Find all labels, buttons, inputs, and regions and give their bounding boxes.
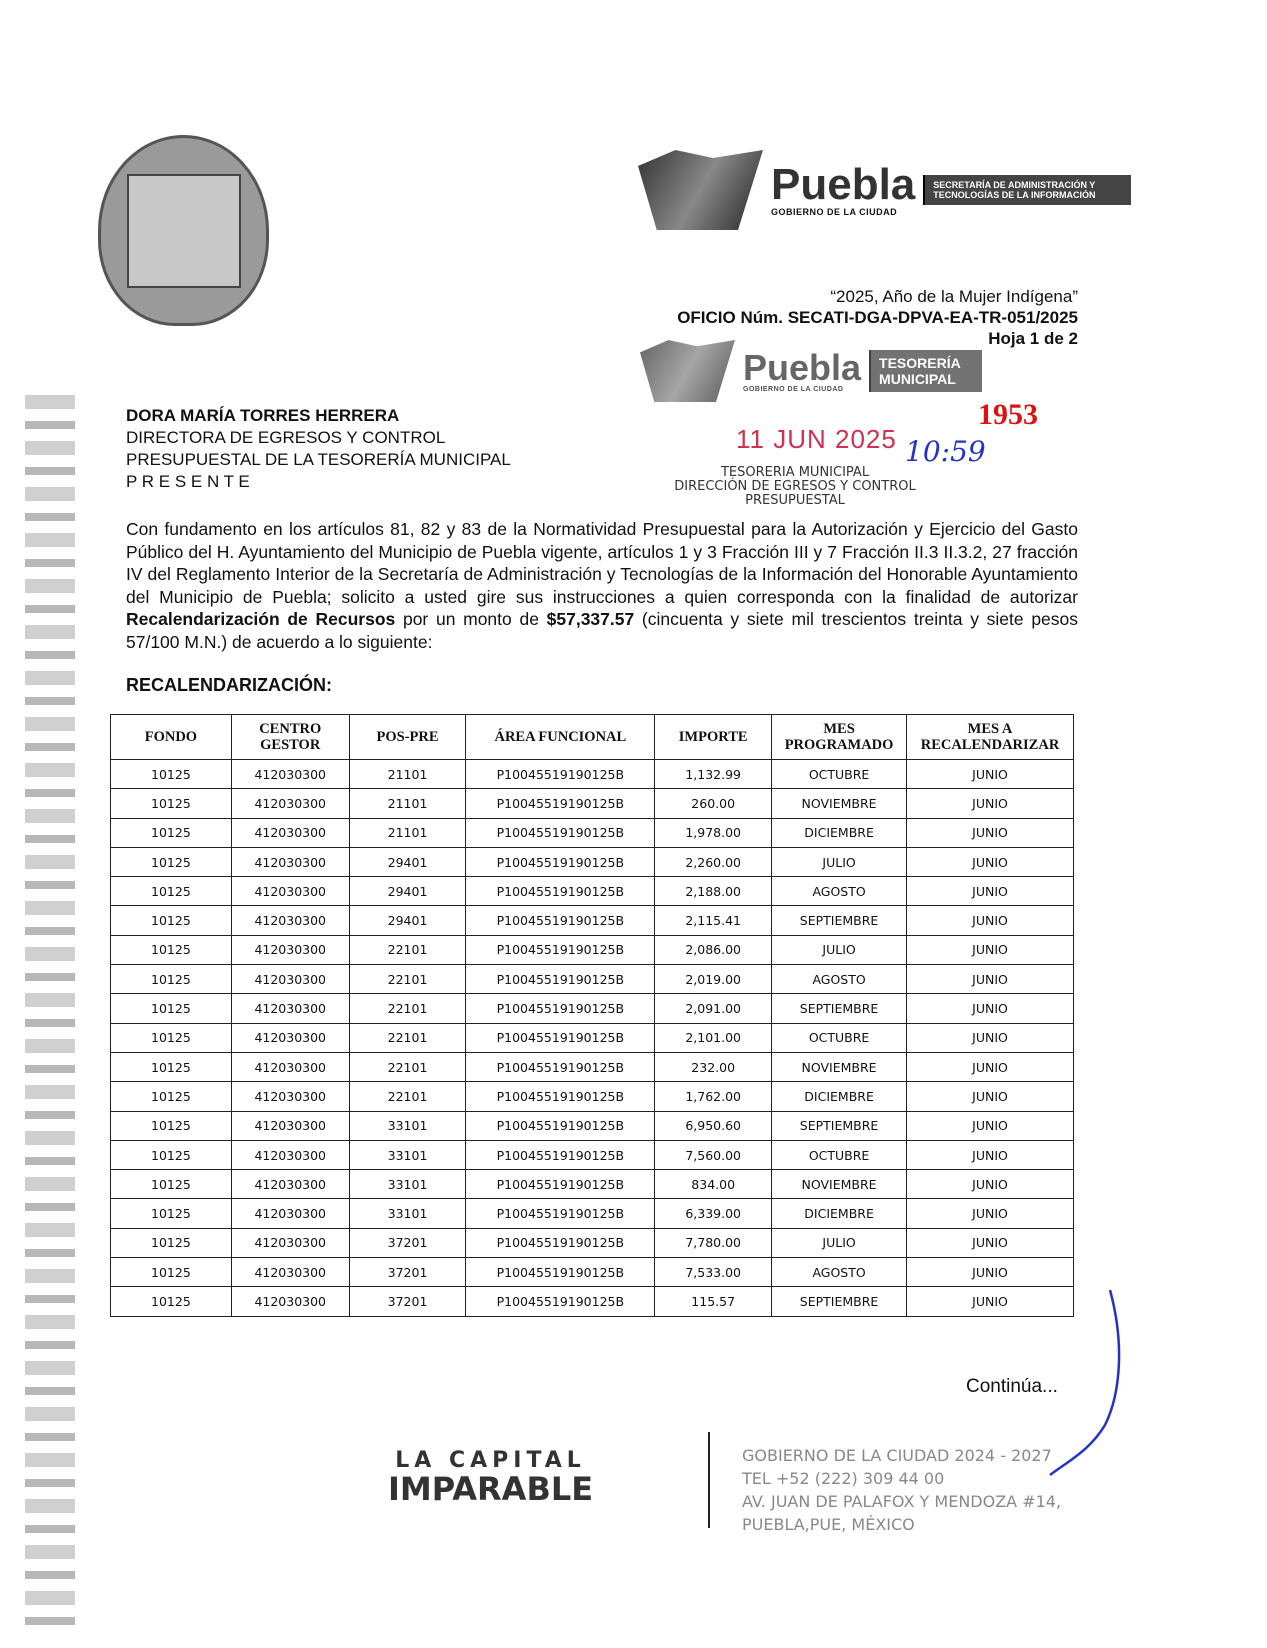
table-row: [111, 935, 1074, 964]
stamp-text: [640, 466, 950, 508]
footer-contact: [742, 1444, 1061, 1536]
stamp-box: TESORERÍA MUNICIPAL: [869, 350, 982, 392]
table-cell: 10125: [111, 789, 232, 818]
table-cell: 412030300: [231, 1111, 349, 1140]
table-cell: P10045519190125B: [466, 1170, 655, 1199]
table-header-row: [111, 715, 1074, 760]
table-cell: P10045519190125B: [466, 1258, 655, 1287]
table-cell: SEPTIEMBRE: [772, 1111, 907, 1140]
footer-phone: TEL +52 (222) 309 44 00: [742, 1469, 945, 1488]
table-cell: JUNIO: [907, 935, 1074, 964]
table-cell: JUNIO: [907, 1023, 1074, 1052]
table-cell: P10045519190125B: [466, 1228, 655, 1257]
table-row: [111, 1170, 1074, 1199]
body-text: (cincuenta y siete mil trescientos treinta y siete pesos 57/100 M.N.) de acuerdo a lo siguiente:: [126, 609, 1079, 652]
table-cell: DICIEMBRE: [772, 1082, 907, 1111]
table-cell: 21101: [349, 789, 466, 818]
table-cell: SEPTIEMBRE: [772, 1287, 907, 1316]
table-cell: JUNIO: [907, 1111, 1074, 1140]
table-cell: 21101: [349, 818, 466, 847]
table-row: [111, 1140, 1074, 1169]
table-cell: 22101: [349, 1023, 466, 1052]
slogan-line: IMPARABLE: [388, 1470, 594, 1508]
stamp-logo-word: Puebla: [743, 346, 862, 388]
table-cell: 6,339.00: [655, 1199, 772, 1228]
recipient-name: DORA MARÍA TORRES HERRERA: [126, 406, 400, 425]
table-cell: 115.57: [655, 1287, 772, 1316]
footer-city: PUEBLA,PUE, MÉXICO: [742, 1515, 915, 1534]
table-cell: P10045519190125B: [466, 994, 655, 1023]
table-cell: 33101: [349, 1111, 466, 1140]
table-cell: 10125: [111, 994, 232, 1023]
table-cell: 412030300: [231, 1228, 349, 1257]
table-cell: 412030300: [231, 789, 349, 818]
table-cell: P10045519190125B: [466, 1082, 655, 1111]
amount: $57,337.57: [546, 609, 635, 629]
puebla-logo: [638, 150, 1131, 230]
table-cell: P10045519190125B: [466, 1199, 655, 1228]
table-row: [111, 760, 1074, 789]
receipt-number: 1953: [978, 398, 1038, 431]
stamp-line: DIRECCIÓN DE EGRESOS Y CONTROL: [674, 479, 916, 494]
table-row: [111, 1111, 1074, 1140]
table-cell: 1,132.99: [655, 760, 772, 789]
table-cell: 10125: [111, 1111, 232, 1140]
secretaria-box: SECRETARÍA DE ADMINISTRACIÓN Y TECNOLOGÍAS DE LA INFORMACIÓN: [923, 175, 1131, 206]
table-cell: JUNIO: [907, 1287, 1074, 1316]
table-row: [111, 789, 1074, 818]
table-cell: AGOSTO: [772, 877, 907, 906]
table-cell: JUNIO: [907, 1258, 1074, 1287]
table-cell: 22101: [349, 1082, 466, 1111]
table-cell: 29401: [349, 877, 466, 906]
section-title: RECALENDARIZACIÓN:: [126, 675, 332, 695]
table-row: [111, 1052, 1074, 1081]
table-cell: JUNIO: [907, 1140, 1074, 1169]
table-cell: AGOSTO: [772, 965, 907, 994]
table-cell: P10045519190125B: [466, 1052, 655, 1081]
table-cell: 1,978.00: [655, 818, 772, 847]
table-cell: NOVIEMBRE: [772, 1170, 907, 1199]
table-cell: 10125: [111, 847, 232, 876]
page-indicator: Hoja 1 de 2: [988, 329, 1078, 348]
stamp-line: TESORERIA MUNICIPAL: [720, 465, 870, 480]
table-cell: 412030300: [231, 847, 349, 876]
table-row: [111, 994, 1074, 1023]
body-paragraph: [126, 518, 1078, 653]
table-cell: 412030300: [231, 906, 349, 935]
table-cell: 412030300: [231, 1023, 349, 1052]
recipient-title: PRESUPUESTAL DE LA TESORERÍA MUNICIPAL: [126, 450, 511, 469]
body-bold: Recalendarización de Recursos: [126, 609, 396, 629]
table-cell: 10125: [111, 1052, 232, 1081]
table-cell: JUNIO: [907, 965, 1074, 994]
column-header: MES PROGRAMADO: [772, 715, 907, 760]
table-cell: 22101: [349, 965, 466, 994]
table-cell: JULIO: [772, 1228, 907, 1257]
slogan-line: LA CAPITAL: [395, 1448, 586, 1473]
table-row: [111, 1082, 1074, 1111]
table-cell: P10045519190125B: [466, 965, 655, 994]
column-header: CENTRO GESTOR: [231, 715, 349, 760]
table-cell: JUNIO: [907, 1052, 1074, 1081]
footer-address: AV. JUAN DE PALAFOX Y MENDOZA #14,: [742, 1492, 1062, 1511]
logo-subtitle: GOBIERNO DE LA CIUDAD: [771, 207, 898, 217]
table-cell: 412030300: [231, 760, 349, 789]
table-cell: NOVIEMBRE: [772, 789, 907, 818]
table-cell: 412030300: [231, 1287, 349, 1316]
table-cell: DICIEMBRE: [772, 818, 907, 847]
table-cell: JUNIO: [907, 847, 1074, 876]
table-cell: 10125: [111, 906, 232, 935]
table-cell: JUNIO: [907, 906, 1074, 935]
table-cell: 10125: [111, 1023, 232, 1052]
table-row: [111, 1023, 1074, 1052]
stamp-date: 11 JUN 2025: [736, 424, 897, 454]
table-cell: 10125: [111, 1258, 232, 1287]
table-cell: SEPTIEMBRE: [772, 994, 907, 1023]
table-row: [111, 1228, 1074, 1257]
recalendarization-table: [110, 714, 1074, 1317]
column-header: ÁREA FUNCIONAL: [466, 715, 655, 760]
recipient-block: [126, 405, 511, 493]
table-cell: 260.00: [655, 789, 772, 818]
table-row: [111, 1287, 1074, 1316]
table-cell: 10125: [111, 877, 232, 906]
puebla-emblem-icon: [638, 150, 763, 230]
table-cell: P10045519190125B: [466, 847, 655, 876]
table-cell: 10125: [111, 1140, 232, 1169]
table-row: [111, 877, 1074, 906]
table-cell: JUNIO: [907, 760, 1074, 789]
footer-line: GOBIERNO DE LA CIUDAD 2024 - 2027: [742, 1446, 1052, 1465]
table-cell: JUNIO: [907, 1082, 1074, 1111]
column-header: FONDO: [111, 715, 232, 760]
table-cell: 232.00: [655, 1052, 772, 1081]
table-cell: 37201: [349, 1258, 466, 1287]
handwritten-time: 10:59: [905, 435, 986, 468]
table-cell: 33101: [349, 1199, 466, 1228]
body-text: por un monto de: [395, 609, 547, 629]
table-cell: 412030300: [231, 1170, 349, 1199]
table-cell: AGOSTO: [772, 1258, 907, 1287]
table-cell: OCTUBRE: [772, 1023, 907, 1052]
table-cell: 2,091.00: [655, 994, 772, 1023]
table-cell: 412030300: [231, 1082, 349, 1111]
table-cell: 412030300: [231, 965, 349, 994]
stamp-emblem-icon: [640, 340, 735, 402]
table-cell: 10125: [111, 1287, 232, 1316]
table-cell: 22101: [349, 994, 466, 1023]
table-cell: 29401: [349, 847, 466, 876]
table-cell: 10125: [111, 935, 232, 964]
table-cell: NOVIEMBRE: [772, 1052, 907, 1081]
recipient-title: DIRECTORA DE EGRESOS Y CONTROL: [126, 428, 446, 447]
table-cell: 834.00: [655, 1170, 772, 1199]
table-cell: P10045519190125B: [466, 1111, 655, 1140]
column-header: IMPORTE: [655, 715, 772, 760]
tesoreria-stamp-logo: [640, 340, 982, 402]
table-cell: 7,780.00: [655, 1228, 772, 1257]
table-cell: 412030300: [231, 1140, 349, 1169]
table-row: [111, 1258, 1074, 1287]
logo-word: Puebla: [771, 160, 916, 209]
table-cell: P10045519190125B: [466, 906, 655, 935]
table-cell: JUNIO: [907, 994, 1074, 1023]
footer-divider: [708, 1432, 710, 1528]
table-cell: 10125: [111, 760, 232, 789]
table-cell: 412030300: [231, 818, 349, 847]
table-cell: 33101: [349, 1170, 466, 1199]
table-cell: 412030300: [231, 1258, 349, 1287]
table-row: [111, 965, 1074, 994]
table-cell: 7,560.00: [655, 1140, 772, 1169]
table-cell: JUNIO: [907, 1228, 1074, 1257]
table-cell: 2,101.00: [655, 1023, 772, 1052]
table-cell: 10125: [111, 1170, 232, 1199]
table-cell: 2,019.00: [655, 965, 772, 994]
table-cell: P10045519190125B: [466, 935, 655, 964]
table-cell: 412030300: [231, 994, 349, 1023]
table-cell: 22101: [349, 1052, 466, 1081]
table-cell: JULIO: [772, 935, 907, 964]
table-cell: 1,762.00: [655, 1082, 772, 1111]
footer-slogan: [388, 1448, 594, 1508]
table-cell: 412030300: [231, 1052, 349, 1081]
table-cell: 10125: [111, 965, 232, 994]
table-cell: 412030300: [231, 877, 349, 906]
table-cell: 22101: [349, 935, 466, 964]
table-cell: 33101: [349, 1140, 466, 1169]
table-cell: 2,260.00: [655, 847, 772, 876]
table-cell: 37201: [349, 1228, 466, 1257]
table-cell: JUNIO: [907, 818, 1074, 847]
table-cell: 10125: [111, 1199, 232, 1228]
table-cell: JULIO: [772, 847, 907, 876]
table-cell: 37201: [349, 1287, 466, 1316]
table-cell: 2,115.41: [655, 906, 772, 935]
table-cell: 7,533.00: [655, 1258, 772, 1287]
stamp-line: PRESUPUESTAL: [745, 493, 845, 508]
table-row: [111, 906, 1074, 935]
table-cell: OCTUBRE: [772, 1140, 907, 1169]
table-cell: 29401: [349, 906, 466, 935]
table-cell: P10045519190125B: [466, 818, 655, 847]
presente: P R E S E N T E: [126, 472, 250, 491]
table-cell: 21101: [349, 760, 466, 789]
table-cell: 412030300: [231, 1199, 349, 1228]
table-cell: 2,188.00: [655, 877, 772, 906]
table-body: [111, 760, 1074, 1317]
table-cell: JUNIO: [907, 1170, 1074, 1199]
decorative-border: [25, 395, 75, 1625]
oficio-number: OFICIO Núm. SECATI-DGA-DPVA-EA-TR-051/2025: [677, 308, 1078, 327]
table-cell: JUNIO: [907, 1199, 1074, 1228]
table-row: [111, 818, 1074, 847]
table-cell: SEPTIEMBRE: [772, 906, 907, 935]
table-cell: P10045519190125B: [466, 1023, 655, 1052]
table-row: [111, 847, 1074, 876]
table-row: [111, 1199, 1074, 1228]
table-cell: 10125: [111, 818, 232, 847]
table-cell: JUNIO: [907, 789, 1074, 818]
body-text: Con fundamento en los artículos 81, 82 y 83 de la Normatividad Presupuestal para la Autorización y Ejercicio del Gasto Público del H. Ayuntamiento del Municipio de Puebla vigente, artículos 1 y 3 Fracción III y 7 Fracción II.3 II.3.2, 27 fracción IV del Reglamento Interior de la Secretaría de Administración y Tecnologías de la Información del Honorable Ayuntamiento del Municipio de Puebla; solicito a usted gire sus instrucciones a quien corresponda con la finalidad de autorizar: [126, 519, 1078, 607]
table-cell: JUNIO: [907, 877, 1074, 906]
table-cell: 10125: [111, 1228, 232, 1257]
city-seal-logo: [98, 135, 269, 326]
stamp-logo-sub: GOBIERNO DE LA CIUDAD: [743, 385, 844, 393]
column-header: POS-PRE: [349, 715, 466, 760]
year-motto: “2025, Año de la Mujer Indígena”: [830, 287, 1078, 306]
table-cell: OCTUBRE: [772, 760, 907, 789]
table-cell: P10045519190125B: [466, 1287, 655, 1316]
table-cell: P10045519190125B: [466, 877, 655, 906]
table-cell: P10045519190125B: [466, 789, 655, 818]
table-cell: 6,950.60: [655, 1111, 772, 1140]
table-cell: DICIEMBRE: [772, 1199, 907, 1228]
table-cell: P10045519190125B: [466, 1140, 655, 1169]
continua-text: Continúa...: [966, 1376, 1058, 1397]
column-header: MES A RECALENDARIZAR: [907, 715, 1074, 760]
table-cell: 412030300: [231, 935, 349, 964]
table-cell: 2,086.00: [655, 935, 772, 964]
table-cell: 10125: [111, 1082, 232, 1111]
table-cell: P10045519190125B: [466, 760, 655, 789]
